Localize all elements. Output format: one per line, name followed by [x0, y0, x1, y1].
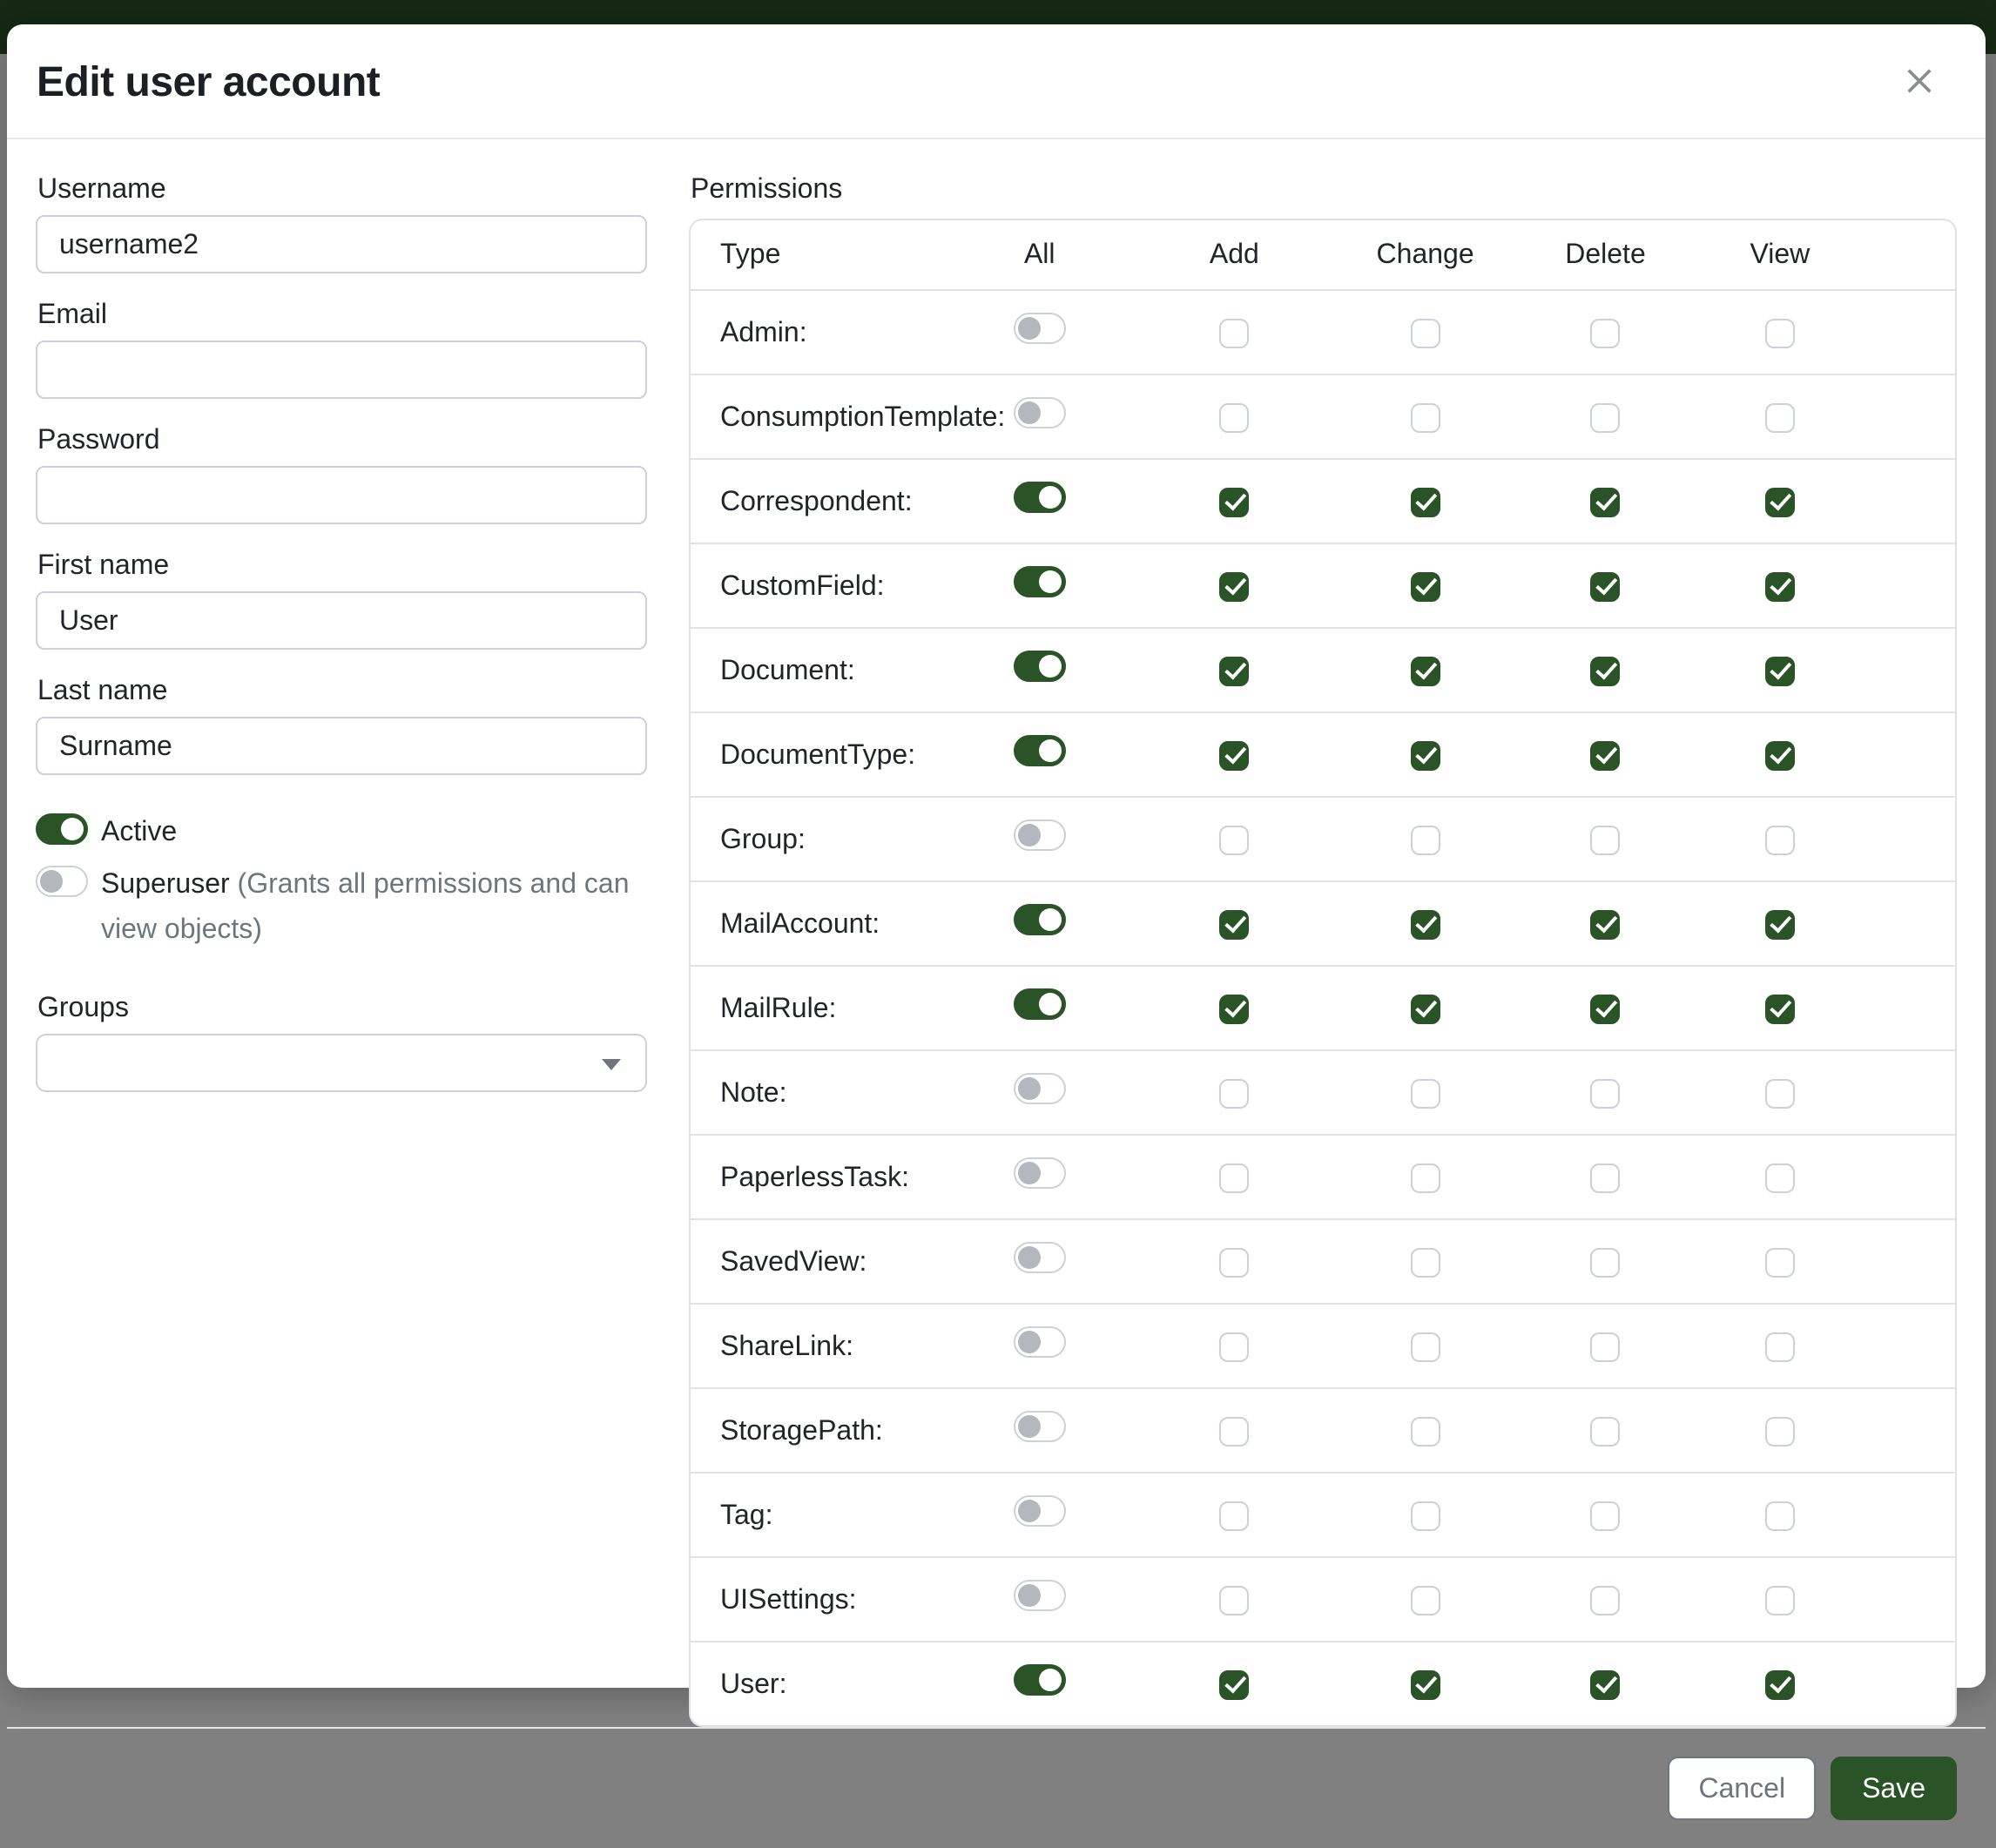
- all-toggle[interactable]: [1014, 1495, 1066, 1527]
- delete-checkbox[interactable]: [1590, 1248, 1620, 1278]
- permission-row: [691, 543, 1955, 628]
- edit-user-modal: [7, 24, 1986, 1804]
- column-header-all: All: [943, 220, 1136, 290]
- column-header-view: View: [1693, 220, 1866, 290]
- permission-type-label: Admin:: [691, 290, 943, 374]
- permission-row: [691, 1135, 1955, 1219]
- active-label: Active: [101, 815, 178, 846]
- close-button[interactable]: [1893, 56, 1945, 108]
- permission-row: [691, 797, 1955, 881]
- delete-checkbox[interactable]: [1590, 1417, 1620, 1447]
- add-checkbox[interactable]: [1219, 910, 1249, 940]
- password-group: [36, 423, 647, 524]
- row-spacer: [1866, 1388, 1955, 1473]
- view-checkbox[interactable]: [1765, 1079, 1795, 1109]
- delete-checkbox[interactable]: [1590, 910, 1620, 940]
- row-spacer: [1866, 966, 1955, 1050]
- delete-checkbox[interactable]: [1590, 1163, 1620, 1193]
- groups-label: Groups: [37, 991, 129, 1022]
- view-checkbox[interactable]: [1765, 826, 1795, 855]
- all-toggle[interactable]: [1014, 988, 1066, 1020]
- row-spacer: [1866, 1135, 1955, 1219]
- view-checkbox[interactable]: [1765, 488, 1795, 517]
- all-toggle[interactable]: [1014, 819, 1066, 851]
- add-checkbox[interactable]: [1219, 488, 1249, 517]
- password-field[interactable]: [36, 466, 647, 524]
- change-checkbox[interactable]: [1411, 826, 1440, 855]
- modal-footer: [7, 1727, 1986, 1848]
- add-checkbox[interactable]: [1219, 826, 1249, 855]
- row-spacer: [1866, 1642, 1955, 1725]
- permissions-label: Permissions: [691, 172, 843, 204]
- permission-type-label: Correspondent:: [691, 459, 943, 543]
- view-checkbox[interactable]: [1765, 1332, 1795, 1362]
- permissions-header-row: [691, 220, 1955, 290]
- change-checkbox[interactable]: [1411, 1163, 1440, 1193]
- permissions-table-wrap: [689, 219, 1957, 1727]
- permission-row: [691, 966, 1955, 1050]
- permission-row: [691, 1557, 1955, 1642]
- view-checkbox[interactable]: [1765, 1501, 1795, 1531]
- permission-row: [691, 459, 1955, 543]
- active-toggle[interactable]: [36, 813, 88, 845]
- last-name-field[interactable]: [36, 717, 647, 775]
- all-toggle[interactable]: [1014, 1580, 1066, 1611]
- superuser-toggle[interactable]: [36, 866, 88, 897]
- all-toggle[interactable]: [1014, 566, 1066, 597]
- permission-row: [691, 881, 1955, 966]
- view-checkbox[interactable]: [1765, 910, 1795, 940]
- superuser-note: (Grants all permissions and can view objects): [101, 867, 630, 944]
- delete-checkbox[interactable]: [1590, 1670, 1620, 1700]
- change-checkbox[interactable]: [1411, 572, 1440, 602]
- row-spacer: [1866, 881, 1955, 966]
- superuser-row: [36, 866, 647, 951]
- username-label: Username: [37, 172, 166, 204]
- change-checkbox[interactable]: [1411, 995, 1440, 1024]
- column-header-change: Change: [1333, 220, 1518, 290]
- row-spacer: [1866, 459, 1955, 543]
- permission-type-label: MailRule:: [691, 966, 943, 1050]
- view-checkbox[interactable]: [1765, 403, 1795, 433]
- permissions-table: [691, 220, 1955, 1725]
- permission-type-label: Note:: [691, 1050, 943, 1135]
- permission-row: [691, 1388, 1955, 1473]
- delete-checkbox[interactable]: [1590, 572, 1620, 602]
- username-group: [36, 172, 647, 273]
- delete-checkbox[interactable]: [1590, 657, 1620, 686]
- view-checkbox[interactable]: [1765, 572, 1795, 602]
- delete-checkbox[interactable]: [1590, 1501, 1620, 1531]
- change-checkbox[interactable]: [1411, 741, 1440, 771]
- all-toggle[interactable]: [1014, 1242, 1066, 1273]
- last-name-label: Last name: [37, 674, 168, 705]
- add-checkbox[interactable]: [1219, 1079, 1249, 1109]
- close-icon: [1905, 66, 1934, 98]
- view-checkbox[interactable]: [1765, 741, 1795, 771]
- permission-type-label: ConsumptionTemplate:: [691, 374, 943, 459]
- delete-checkbox[interactable]: [1590, 319, 1620, 348]
- view-checkbox[interactable]: [1765, 1248, 1795, 1278]
- add-checkbox[interactable]: [1219, 1417, 1249, 1447]
- row-spacer: [1866, 797, 1955, 881]
- permission-type-label: ShareLink:: [691, 1304, 943, 1388]
- change-checkbox[interactable]: [1411, 1332, 1440, 1362]
- first-name-field[interactable]: [36, 591, 647, 650]
- delete-checkbox[interactable]: [1590, 826, 1620, 855]
- permission-type-label: SavedView:: [691, 1219, 943, 1304]
- permission-type-label: PaperlessTask:: [691, 1135, 943, 1219]
- add-checkbox[interactable]: [1219, 1332, 1249, 1362]
- cancel-button[interactable]: Cancel: [1668, 1757, 1816, 1820]
- email-label: Email: [37, 298, 108, 329]
- delete-checkbox[interactable]: [1590, 1586, 1620, 1615]
- permission-type-label: CustomField:: [691, 543, 943, 628]
- first-name-label: First name: [37, 549, 170, 580]
- view-checkbox[interactable]: [1765, 1163, 1795, 1193]
- username-input[interactable]: [36, 215, 647, 273]
- view-checkbox[interactable]: [1765, 1586, 1795, 1615]
- last-name-group: [36, 674, 647, 775]
- all-toggle[interactable]: [1014, 1664, 1066, 1696]
- row-spacer: [1866, 543, 1955, 628]
- permission-row: [691, 290, 1955, 374]
- change-checkbox[interactable]: [1411, 1417, 1440, 1447]
- user-form: [36, 172, 647, 1092]
- change-checkbox[interactable]: [1411, 1079, 1440, 1109]
- row-spacer: [1866, 628, 1955, 712]
- chevron-down-icon: [602, 1059, 621, 1070]
- delete-checkbox[interactable]: [1590, 741, 1620, 771]
- change-checkbox[interactable]: [1411, 1248, 1440, 1278]
- column-header-type: Type: [691, 220, 943, 290]
- row-spacer: [1866, 1557, 1955, 1642]
- view-checkbox[interactable]: [1765, 657, 1795, 686]
- all-toggle[interactable]: [1014, 313, 1066, 344]
- permission-type-label: MailAccount:: [691, 881, 943, 966]
- delete-checkbox[interactable]: [1590, 1332, 1620, 1362]
- all-toggle[interactable]: [1014, 1157, 1066, 1189]
- change-checkbox[interactable]: [1411, 1670, 1440, 1700]
- modal-title: Edit user account: [37, 58, 381, 105]
- superuser-label: Superuser (Grants all permissions and can view objects): [101, 867, 630, 944]
- email-group: [36, 298, 647, 399]
- permission-row: [691, 1473, 1955, 1557]
- add-checkbox[interactable]: [1219, 403, 1249, 433]
- permission-row: [691, 712, 1955, 797]
- active-row: [36, 813, 647, 848]
- add-checkbox[interactable]: [1219, 1586, 1249, 1615]
- row-spacer: [1866, 1050, 1955, 1135]
- view-checkbox[interactable]: [1765, 995, 1795, 1024]
- permission-type-label: UISettings:: [691, 1557, 943, 1642]
- permission-row: [691, 1304, 1955, 1388]
- permission-type-label: Document:: [691, 628, 943, 712]
- permission-row: [691, 374, 1955, 459]
- change-checkbox[interactable]: [1411, 1586, 1440, 1615]
- modal-header: [7, 24, 1986, 139]
- permission-type-label: Group:: [691, 797, 943, 881]
- add-checkbox[interactable]: [1219, 572, 1249, 602]
- permissions-section: [689, 172, 1957, 1727]
- permission-row: [691, 1642, 1955, 1725]
- column-header-delete: Delete: [1518, 220, 1694, 290]
- all-toggle[interactable]: [1014, 1073, 1066, 1104]
- row-spacer: [1866, 290, 1955, 374]
- add-checkbox[interactable]: [1219, 1163, 1249, 1193]
- permission-row: [691, 1050, 1955, 1135]
- row-spacer: [1866, 1304, 1955, 1388]
- delete-checkbox[interactable]: [1590, 403, 1620, 433]
- view-checkbox[interactable]: [1765, 319, 1795, 348]
- change-checkbox[interactable]: [1411, 403, 1440, 433]
- all-toggle[interactable]: [1014, 397, 1066, 428]
- add-checkbox[interactable]: [1219, 1670, 1249, 1700]
- change-checkbox[interactable]: [1411, 910, 1440, 940]
- delete-checkbox[interactable]: [1590, 995, 1620, 1024]
- permission-row: [691, 628, 1955, 712]
- all-toggle[interactable]: [1014, 904, 1066, 935]
- first-name-group: [36, 549, 647, 650]
- view-checkbox[interactable]: [1765, 1670, 1795, 1700]
- permission-type-label: User:: [720, 1667, 787, 1699]
- all-toggle[interactable]: [1014, 735, 1066, 766]
- all-toggle[interactable]: [1014, 651, 1066, 682]
- permission-row: [691, 1219, 1955, 1304]
- permission-type-label: Tag:: [691, 1473, 943, 1557]
- change-checkbox[interactable]: [1411, 319, 1440, 348]
- all-toggle[interactable]: [1014, 1411, 1066, 1442]
- view-checkbox[interactable]: [1765, 1417, 1795, 1447]
- row-spacer: [1866, 1219, 1955, 1304]
- change-checkbox[interactable]: [1411, 488, 1440, 517]
- delete-checkbox[interactable]: [1590, 1079, 1620, 1109]
- change-checkbox[interactable]: [1411, 1501, 1440, 1531]
- delete-checkbox[interactable]: [1590, 488, 1620, 517]
- all-toggle[interactable]: [1014, 1326, 1066, 1358]
- all-toggle[interactable]: [1014, 482, 1066, 513]
- add-checkbox[interactable]: [1219, 1501, 1249, 1531]
- permission-type-label: StoragePath:: [691, 1388, 943, 1473]
- add-checkbox[interactable]: [1219, 319, 1249, 348]
- row-spacer: [1866, 712, 1955, 797]
- column-header-add: Add: [1136, 220, 1333, 290]
- groups-group: [36, 991, 647, 1092]
- column-header-spacer: [1866, 220, 1955, 290]
- add-checkbox[interactable]: [1219, 741, 1249, 771]
- save-button[interactable]: Save: [1831, 1757, 1957, 1820]
- groups-select[interactable]: [36, 1034, 647, 1092]
- modal-body: [7, 139, 1986, 1727]
- email-field[interactable]: [36, 341, 647, 399]
- row-spacer: [1866, 374, 1955, 459]
- permission-type-label: DocumentType:: [691, 712, 943, 797]
- row-spacer: [1866, 1473, 1955, 1557]
- add-checkbox[interactable]: [1219, 657, 1249, 686]
- change-checkbox[interactable]: [1411, 657, 1440, 686]
- add-checkbox[interactable]: [1219, 995, 1249, 1024]
- add-checkbox[interactable]: [1219, 1248, 1249, 1278]
- password-label: Password: [37, 423, 160, 455]
